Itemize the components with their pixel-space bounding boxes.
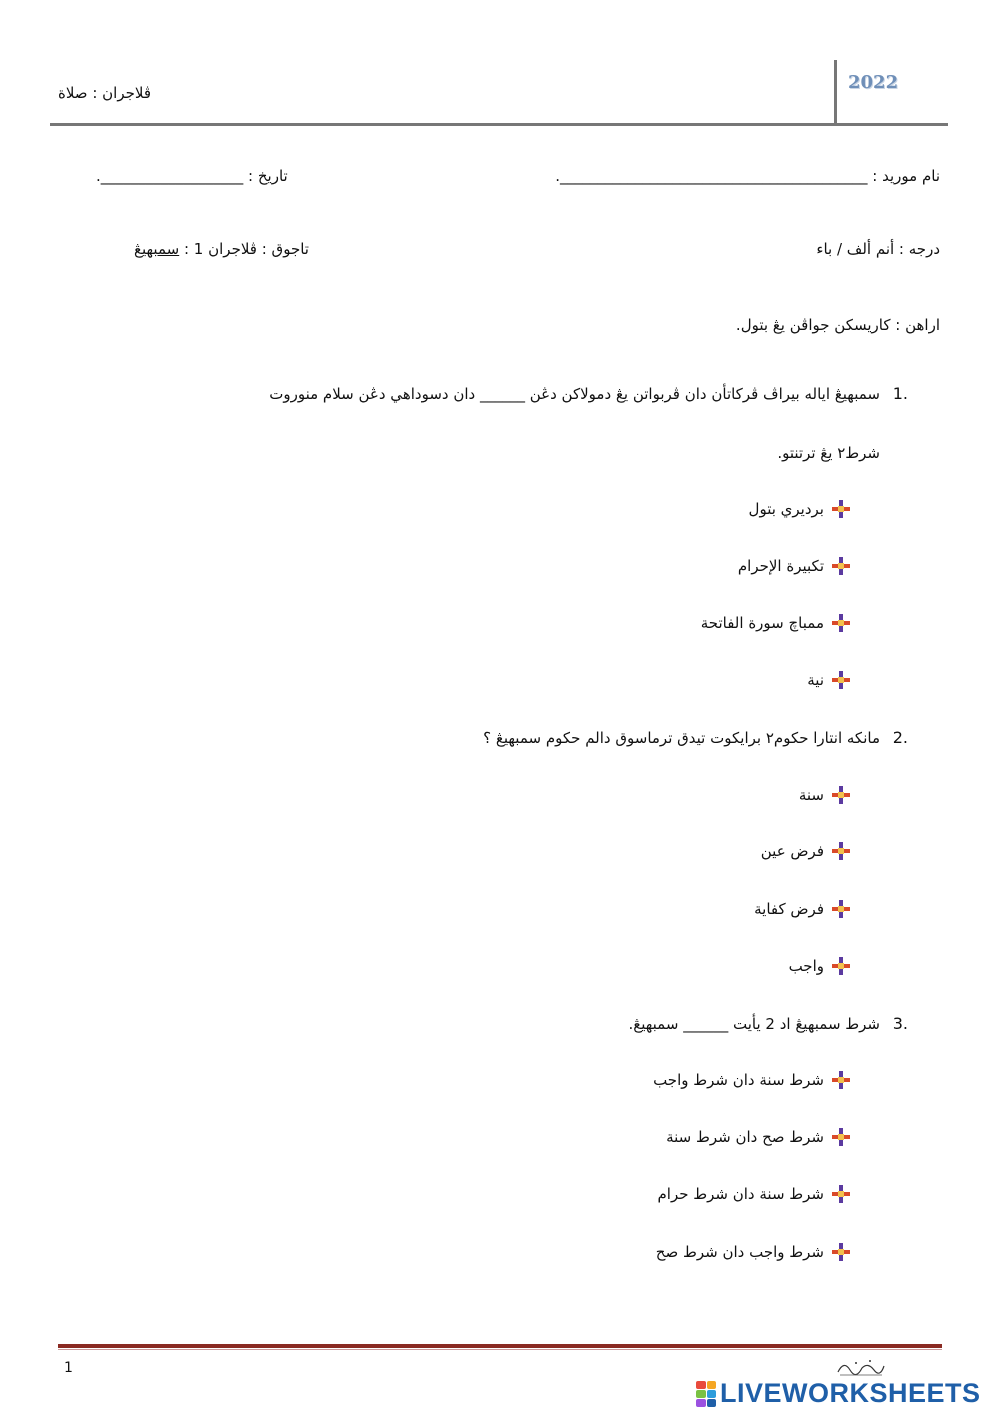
- option-label: شرط صح دان شرط سنة: [666, 1128, 824, 1146]
- option-label: فرض کفاية: [754, 900, 824, 918]
- header-divider-vertical: [834, 60, 837, 126]
- grade-field: درجه : أنم ألف / باء: [816, 240, 940, 258]
- header-divider-horizontal: [50, 123, 948, 126]
- bullet-cross-icon: [832, 900, 850, 918]
- footer-rule: [58, 1344, 942, 1348]
- option-item[interactable]: [789, 957, 850, 975]
- option-item[interactable]: [754, 900, 850, 918]
- option-label: نية: [807, 671, 824, 689]
- option-label: شرط واجب دان شرط صح: [655, 1243, 824, 1261]
- option-item[interactable]: [807, 671, 850, 689]
- option-item[interactable]: [657, 1185, 850, 1203]
- option-item[interactable]: [701, 614, 850, 632]
- option-label: شرط سنة دان شرط حرام: [657, 1185, 824, 1203]
- subject-title: ڤلاجران : صلاة: [58, 84, 151, 102]
- year-label: 2022: [848, 72, 899, 93]
- footer-rule-thin: [58, 1349, 942, 1350]
- option-label: سنة: [798, 786, 824, 804]
- liveworksheets-badge-icon: [696, 1381, 716, 1407]
- option-item[interactable]: [749, 500, 850, 518]
- date-field[interactable]: تاريخ : ___________________.: [96, 167, 288, 185]
- question-2-text: مانکه انتارا حکوم٢ برايکوت تيدق ترماسوق دالم حکوم سمبهيڠ ؟: [483, 729, 880, 747]
- option-item[interactable]: [738, 557, 850, 575]
- option-item[interactable]: [666, 1128, 850, 1146]
- option-label: شرط سنة دان شرط واجب: [653, 1071, 824, 1089]
- option-item[interactable]: [653, 1071, 850, 1089]
- bullet-cross-icon: [832, 957, 850, 975]
- question-number: 1.: [892, 384, 908, 403]
- instructions: اراهن : کاريسکن جواڤن يڠ بتول.: [735, 316, 940, 334]
- page-number: 1: [64, 1360, 73, 1376]
- question-1-text-cont: شرط٢ يڠ ترتنتو.: [777, 444, 880, 462]
- bullet-cross-icon: [832, 614, 850, 632]
- option-label: واجب: [788, 957, 824, 975]
- topic-prefix: تاجوق : ڤلاجران 1 :: [179, 240, 309, 258]
- topic-field: [134, 240, 309, 258]
- option-item[interactable]: [656, 1243, 850, 1261]
- bullet-cross-icon: [832, 786, 850, 804]
- liveworksheets-brand: LIVEWORKSHEETS: [720, 1378, 981, 1408]
- liveworksheets-logo[interactable]: [696, 1378, 981, 1409]
- bullet-cross-icon: [832, 1185, 850, 1203]
- question-number: 3.: [892, 1014, 908, 1033]
- option-label: برديري بتول: [748, 500, 824, 518]
- option-label: فرض عين: [760, 842, 824, 860]
- bullet-cross-icon: [832, 557, 850, 575]
- option-item[interactable]: [799, 786, 850, 804]
- bullet-cross-icon: [832, 842, 850, 860]
- bullet-cross-icon: [832, 671, 850, 689]
- calligraphy-emblem-icon: [836, 1356, 886, 1378]
- bullet-cross-icon: [832, 500, 850, 518]
- student-name-field[interactable]: نام موريد : _________________________________________.: [555, 167, 940, 185]
- option-label: ممباچ سورة الفاتحة: [700, 614, 824, 632]
- bullet-cross-icon: [832, 1071, 850, 1089]
- option-item[interactable]: [761, 842, 850, 860]
- question-number: 2.: [892, 728, 908, 747]
- question-1-text: سمبهيڠ اياله بيراڤ ڤرکاتأن دان ڤربواتن يڠ دمولاکن دڠن ______ دان دسوداهي دڠن سلام منوروت: [269, 385, 880, 403]
- question-3-text: شرط سمبهيڠ اد 2 يأيت ______ سمبهيڠ.: [628, 1015, 880, 1033]
- bullet-cross-icon: [832, 1128, 850, 1146]
- bullet-cross-icon: [832, 1243, 850, 1261]
- topic-value: سمبهيڠ: [134, 240, 180, 258]
- option-label: تکبيرة الإحرام: [737, 557, 824, 575]
